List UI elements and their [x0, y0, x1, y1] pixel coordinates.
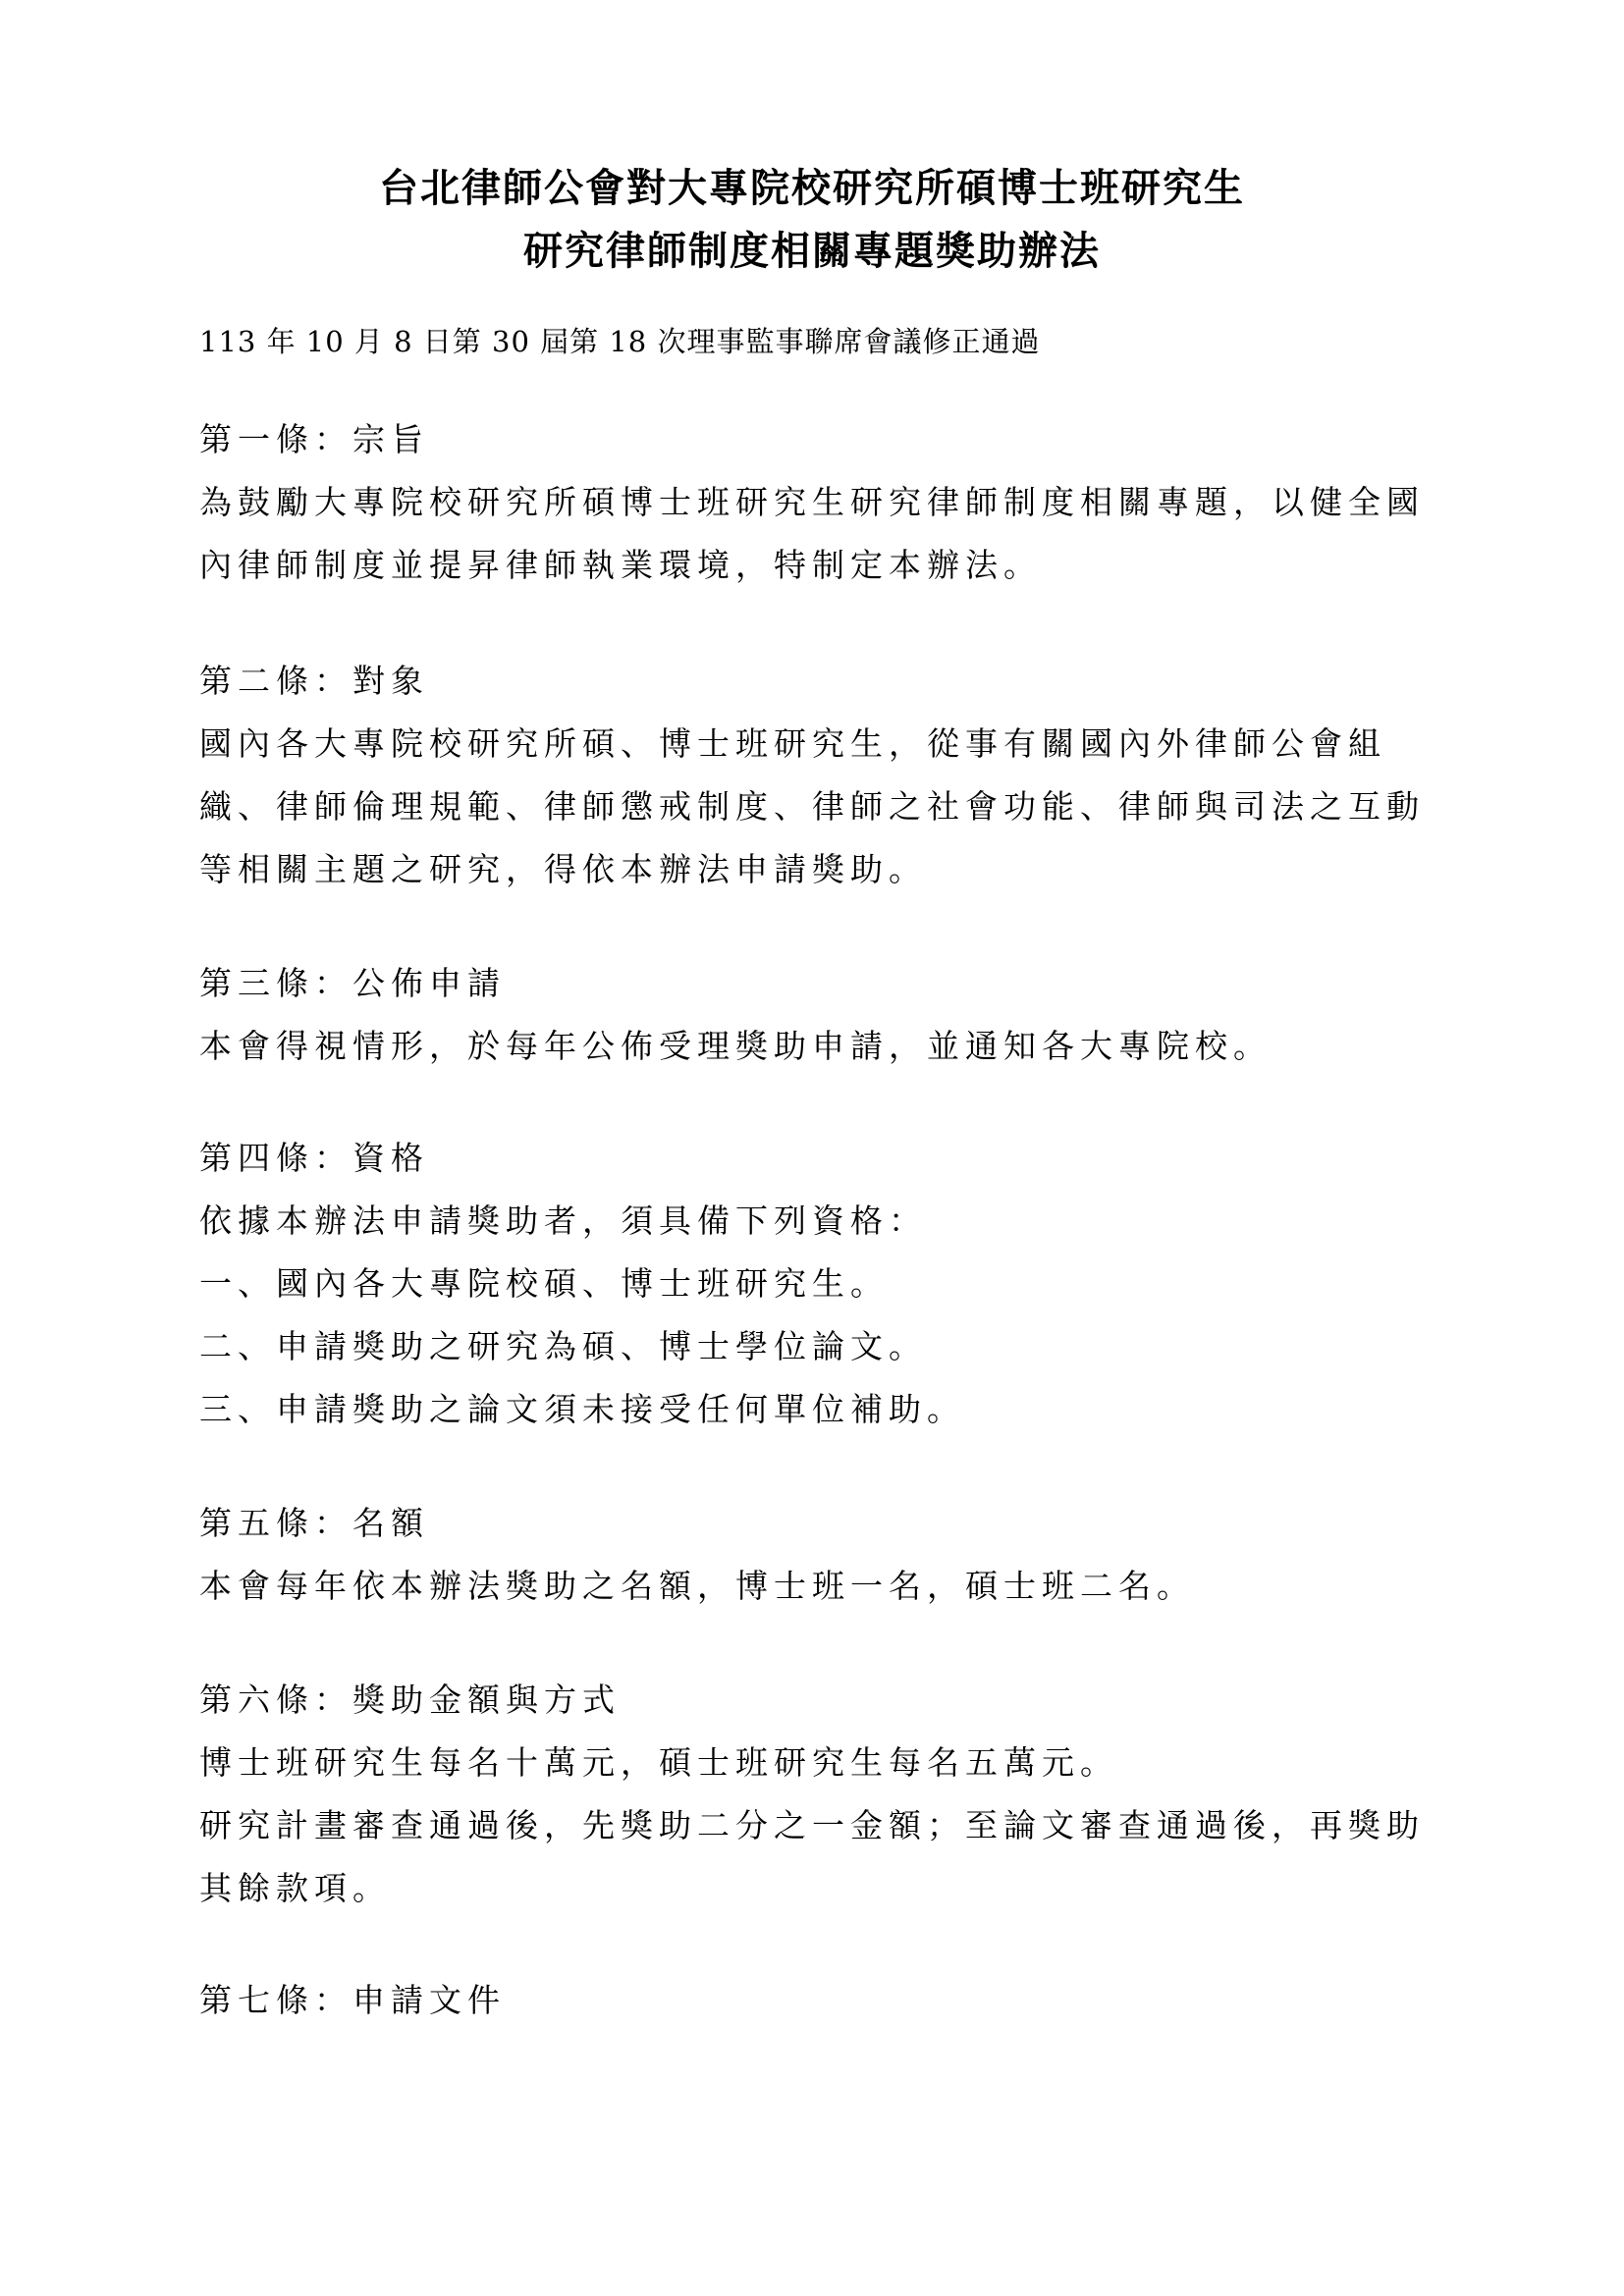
article-heading: 第七條：申請文件 [199, 1981, 506, 2019]
article-3 [199, 952, 1436, 1078]
article-heading: 第六條：獎助金額與方式 [199, 1681, 621, 1719]
article-paragraph: 依據本辦法申請獎助者，須具備下列資格： [199, 1201, 927, 1240]
article-4 [199, 1127, 1436, 1441]
article-list-item: 一、國內各大專院校碩、博士班研究生。 [199, 1264, 889, 1303]
article-list-item: 三、申請獎助之論文須未接受任何單位補助。 [199, 1390, 965, 1428]
article-7 [199, 1969, 1436, 2032]
article-1 [199, 408, 1436, 597]
article-paragraph: 本會每年依本辦法獎助之名額，博士班一名，碩士班二名。 [199, 1567, 1195, 1605]
article-paragraph: 為鼓勵大專院校研究所碩博士班研究生研究律師制度相關專題，以健全國內律師制度並提昇律師執業環境，特制定本辦法。 [199, 483, 1425, 584]
document-body [199, 322, 1436, 2032]
article-paragraph: 博士班研究生每名十萬元，碩士班研究生每名五萬元。 [199, 1743, 1118, 1782]
article-heading: 第一條：宗旨 [199, 420, 429, 458]
article-paragraph: 國內各大專院校研究所碩、博士班研究生，從事有關國內外律師公會組織、律師倫理規範、律師懲戒制度、律師之社會功能、律師與司法之互動等相關主題之研究，得依本辦法申請獎助。 [199, 724, 1425, 888]
title-line-2: 研究律師制度相關專題獎助辦法 [523, 228, 1101, 274]
article-5 [199, 1492, 1436, 1618]
article-heading: 第五條：名額 [199, 1504, 429, 1542]
article-heading: 第三條：公佈申請 [199, 964, 506, 1002]
article-paragraph: 研究計畫審查通過後，先獎助二分之一金額；至論文審查通過後，再獎助其餘款項。 [199, 1806, 1425, 1907]
article-paragraph: 本會得視情形，於每年公佈受理獎助申請，並通知各大專院校。 [199, 1027, 1272, 1065]
document-title [0, 157, 1624, 283]
article-2 [199, 650, 1436, 901]
article-6 [199, 1669, 1436, 1920]
article-heading: 第二條：對象 [199, 662, 429, 700]
amendment-note: 113 年 10 月 8 日第 30 屆第 18 次理事監事聯席會議修正通過 [199, 325, 1041, 358]
article-list-item: 二、申請獎助之研究為碩、博士學位論文。 [199, 1327, 927, 1365]
title-line-1: 台北律師公會對大專院校研究所碩博士班研究生 [379, 165, 1245, 211]
article-heading: 第四條：資格 [199, 1139, 429, 1177]
